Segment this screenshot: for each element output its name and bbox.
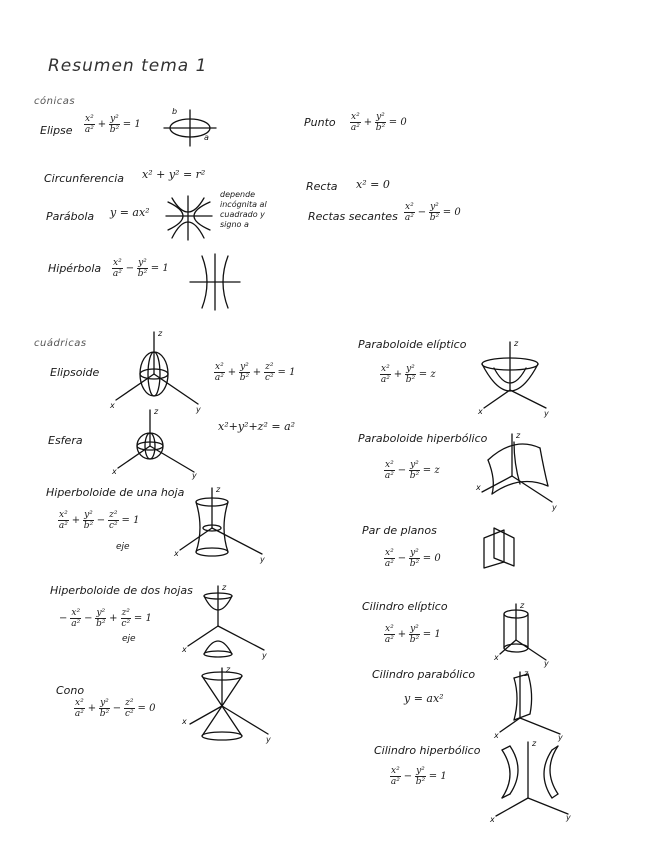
x-axis-label: x	[182, 645, 187, 654]
equation-fraction: $\frac{\text{z²}}{\text{c²}}$	[121, 608, 131, 629]
equation-fraction: $\frac{\text{y²}}{\text{b²}}$	[415, 766, 426, 787]
paraboloide-eliptico-equation	[380, 364, 437, 385]
y-axis-label: y	[544, 409, 549, 418]
z-axis-label: z	[154, 407, 159, 416]
equation-operator: +	[109, 613, 118, 624]
equation-fraction: $\frac{\text{x²}}{\text{a²}}$	[350, 112, 360, 133]
x-axis-label: x	[110, 401, 115, 410]
equation-operator: −	[84, 613, 93, 624]
parabola-figure	[164, 194, 214, 244]
hiperboloide-dos-hojas-equation	[58, 608, 153, 629]
circunferencia-equation: x² + y² = r²	[142, 168, 206, 181]
x-axis-label: x	[490, 815, 495, 824]
x-axis-label: x	[494, 731, 499, 740]
cilindro-hiperbolico-label: Cilindro hiperbólico	[374, 744, 481, 757]
equation-operator: = 0	[388, 117, 407, 128]
ellipse-label-b: b	[172, 107, 178, 116]
equation-fraction: $\frac{\text{y²}}{\text{b²}}$	[409, 548, 420, 569]
y-axis-label: y	[558, 733, 563, 742]
z-axis-label: z	[520, 601, 525, 610]
equation-fraction: $\frac{\text{z²}}{\text{c²}}$	[265, 362, 274, 383]
equation-operator: −	[397, 465, 407, 476]
y-axis-label: y	[196, 405, 201, 414]
cilindro-hiperbolico-equation	[390, 766, 448, 787]
punto-label: Punto	[304, 116, 336, 129]
cone-figure	[182, 664, 274, 748]
x-axis-label: x	[494, 653, 499, 662]
hiperboloide-una-hoja-eje: eje	[116, 542, 130, 552]
x-axis-label: x	[174, 549, 179, 558]
elliptic-cylinder-figure	[494, 600, 554, 666]
y-axis-label: y	[262, 651, 267, 660]
equation-operator: +	[363, 117, 373, 128]
cilindro-eliptico-equation	[384, 624, 442, 645]
paraboloide-hiperbolico-equation	[384, 460, 441, 481]
equation-fraction: $\frac{\text{y²}}{\text{b²}}$	[375, 112, 386, 133]
equation-operator: −	[403, 771, 413, 782]
hyperbola-figure	[188, 252, 242, 312]
equation-fraction: $\frac{\text{y²}}{\text{b²}}$	[109, 114, 120, 135]
pair-of-planes-figure	[480, 524, 520, 570]
equation-fraction: $\frac{\text{x²}}{\text{a²}}$	[84, 114, 94, 135]
equation-operator: +	[87, 703, 97, 714]
cilindro-parabolico-equation: y = ax²	[404, 692, 444, 705]
equation-operator: −	[96, 515, 106, 526]
parabola-label: Parábola	[46, 210, 95, 223]
equation-fraction: $\frac{\text{y²}}{\text{b²}}$	[409, 460, 420, 481]
cilindro-eliptico-label: Cilindro elíptico	[362, 600, 448, 613]
equation-operator: = 1	[150, 263, 169, 274]
equation-operator: = z	[422, 465, 440, 476]
equation-fraction: $\frac{\text{x²}}{\text{a²}}$	[71, 608, 81, 629]
equation-operator: +	[393, 369, 403, 380]
paraboloide-eliptico-label: Paraboloide elíptico	[358, 338, 467, 351]
hyperboloid-two-sheets-figure	[180, 582, 272, 662]
page-title: Resumen tema 1	[48, 56, 208, 76]
equation-operator: +	[227, 367, 237, 378]
equation-fraction: $\frac{\text{y²}}{\text{b²}}$	[137, 258, 148, 279]
hiperbola-equation	[112, 258, 170, 279]
rectas-secantes-label: Rectas secantes	[308, 210, 398, 223]
par-de-planos-equation	[384, 548, 442, 569]
elliptic-paraboloid-figure	[474, 338, 554, 418]
equation-fraction: $\frac{\text{x²}}{\text{a²}}$	[214, 362, 224, 383]
cono-label: Cono	[56, 684, 85, 697]
parabolic-cylinder-figure	[494, 668, 566, 740]
parabola-equation: y = ax²	[110, 206, 150, 219]
equation-operator: −	[59, 613, 68, 624]
y-axis-label: y	[192, 471, 197, 480]
ellipsoid-figure	[108, 328, 204, 412]
equation-operator: = 1	[133, 613, 152, 624]
elipse-equation	[84, 114, 142, 135]
z-axis-label: z	[158, 329, 163, 338]
equation-operator: +	[397, 629, 407, 640]
equation-fraction: $\frac{\text{x²}}{\text{a²}}$	[384, 624, 394, 645]
x-axis-label: x	[478, 407, 483, 416]
x-axis-label: x	[112, 467, 117, 476]
equation-operator: = 1	[122, 119, 141, 130]
hyperboloid-one-sheet-figure	[172, 484, 268, 568]
cono-equation	[74, 698, 156, 719]
equation-fraction: $\frac{\text{y²}}{\text{b²}}$	[239, 362, 250, 383]
y-axis-label: y	[544, 659, 549, 668]
equation-fraction: $\frac{\text{x²}}{\text{a²}}$	[384, 548, 394, 569]
equation-fraction: $\frac{\text{y²}}{\text{b²}}$	[405, 364, 416, 385]
equation-operator: = 0	[137, 703, 156, 714]
equation-operator: −	[417, 207, 427, 218]
elipse-label: Elipse	[40, 124, 73, 137]
equation-fraction: $\frac{\text{x²}}{\text{a²}}$	[404, 202, 414, 223]
esfera-equation: x²+y²+z² = a²	[218, 420, 296, 433]
parabola-note: depende incógnita al cuadrado y signo a	[220, 190, 267, 229]
y-axis-label: y	[566, 813, 571, 822]
z-axis-label: z	[524, 669, 529, 678]
z-axis-label: z	[532, 739, 537, 748]
elipsoide-equation	[214, 362, 296, 383]
hyperbolic-paraboloid-figure	[474, 430, 558, 512]
z-axis-label: z	[216, 485, 221, 494]
equation-fraction: $\frac{\text{y²}}{\text{b²}}$	[96, 608, 106, 629]
sphere-figure	[112, 404, 202, 478]
equation-operator: +	[252, 367, 262, 378]
equation-operator: +	[71, 515, 81, 526]
equation-operator: = 0	[422, 553, 441, 564]
y-axis-label: y	[260, 555, 265, 564]
x-axis-label: x	[476, 483, 481, 492]
equation-operator: = 1	[277, 367, 296, 378]
equation-fraction: $\frac{\text{x²}}{\text{a²}}$	[74, 698, 84, 719]
y-axis-label: y	[266, 735, 271, 744]
equation-fraction: $\frac{\text{y²}}{\text{b²}}$	[83, 510, 94, 531]
recta-label: Recta	[306, 180, 338, 193]
esfera-label: Esfera	[48, 434, 83, 447]
equation-fraction: $\frac{\text{y²}}{\text{b²}}$	[409, 624, 420, 645]
equation-fraction: $\frac{\text{y²}}{\text{b²}}$	[99, 698, 110, 719]
equation-operator: −	[112, 703, 122, 714]
equation-fraction: $\frac{\text{x²}}{\text{a²}}$	[380, 364, 390, 385]
par-de-planos-label: Par de planos	[362, 524, 437, 537]
recta-equation: x² = 0	[356, 178, 390, 191]
hiperbola-label: Hipérbola	[48, 262, 102, 275]
equation-fraction: $\frac{\text{x²}}{\text{a²}}$	[112, 258, 122, 279]
z-axis-label: z	[516, 431, 521, 440]
cilindro-parabolico-label: Cilindro parabólico	[372, 668, 476, 681]
hiperboloide-una-hoja-label: Hiperboloide de una hoja	[46, 486, 185, 499]
z-axis-label: z	[514, 339, 519, 348]
punto-equation	[350, 112, 408, 133]
equation-fraction: $\frac{\text{z²}}{\text{c²}}$	[125, 698, 134, 719]
circunferencia-label: Circunferencia	[44, 172, 124, 185]
y-axis-label: y	[552, 503, 557, 512]
equation-fraction: $\frac{\text{y²}}{\text{b²}}$	[429, 202, 440, 223]
section-heading-conicas: cónicas	[34, 96, 76, 107]
equation-operator: = z	[418, 369, 436, 380]
rectas-secantes-equation	[404, 202, 462, 223]
hyperbolic-cylinder-figure	[488, 738, 572, 822]
ellipse-label-a: a	[204, 133, 209, 142]
paraboloide-hiperbolico-label: Paraboloide hiperbólico	[358, 432, 488, 445]
x-axis-label: x	[182, 717, 187, 726]
equation-fraction: $\frac{\text{x²}}{\text{a²}}$	[384, 460, 394, 481]
equation-operator: = 1	[422, 629, 441, 640]
hiperboloide-dos-hojas-eje: eje	[122, 634, 136, 644]
equation-fraction: $\frac{\text{z²}}{\text{c²}}$	[109, 510, 118, 531]
z-axis-label: z	[222, 583, 227, 592]
equation-operator: = 1	[121, 515, 140, 526]
equation-fraction: $\frac{\text{x²}}{\text{a²}}$	[390, 766, 400, 787]
equation-operator: = 0	[442, 207, 461, 218]
elipsoide-label: Elipsoide	[50, 366, 100, 379]
ellipse-figure	[160, 108, 220, 148]
section-heading-cuadricas: cuádricas	[34, 338, 87, 349]
hiperboloide-una-hoja-equation	[58, 510, 140, 531]
hiperboloide-dos-hojas-label: Hiperboloide de dos hojas	[50, 584, 193, 597]
equation-operator: +	[97, 119, 107, 130]
z-axis-label: z	[226, 665, 231, 674]
equation-operator: = 1	[428, 771, 447, 782]
equation-operator: −	[397, 553, 407, 564]
equation-operator: −	[125, 263, 135, 274]
equation-fraction: $\frac{\text{x²}}{\text{a²}}$	[58, 510, 68, 531]
